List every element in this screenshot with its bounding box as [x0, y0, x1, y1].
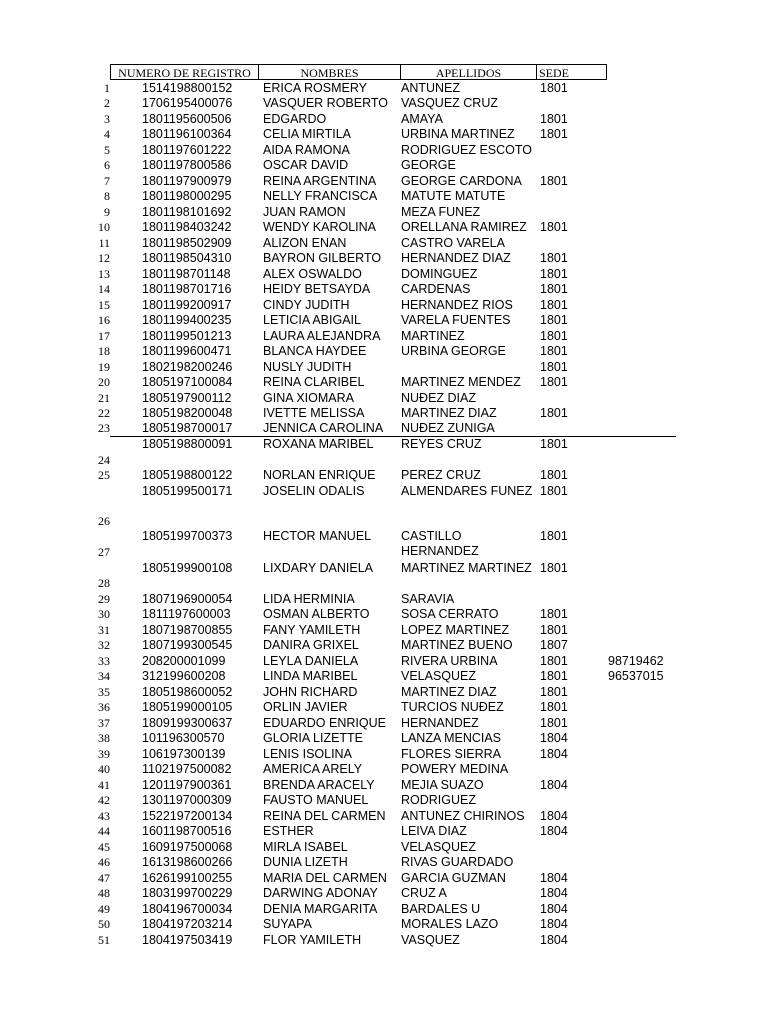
row-number: 7 — [104, 174, 110, 188]
apellido-cell: SARAVIA — [401, 592, 455, 606]
nombre-cell: HECTOR MANUEL — [263, 529, 372, 543]
sede-cell: 1804 — [540, 809, 568, 823]
registro-cell: 1801195600506 — [142, 112, 232, 126]
apellido-cell: NUĐEZ DIAZ — [401, 391, 476, 405]
row-number: 8 — [104, 189, 110, 203]
apellido-cell: GEORGE — [401, 158, 456, 172]
row-number: 51 — [98, 933, 110, 947]
apellido-cell: CASTILLO — [401, 529, 462, 543]
registro-cell: 1609197500068 — [142, 840, 233, 854]
sede-cell: 1801 — [540, 81, 568, 95]
row-number: 14 — [98, 282, 110, 296]
apellido-cell: MEZA FUNEZ — [401, 205, 481, 219]
row-number: 48 — [98, 886, 110, 900]
apellido-cell: VASQUEZ CRUZ — [401, 96, 498, 110]
row-number: 50 — [98, 917, 110, 931]
apellido-cell: MARTINEZ BUENO — [401, 638, 513, 652]
nombre-cell: ESTHER — [263, 824, 314, 838]
apellido-cell: NUĐEZ ZUNIGA — [401, 421, 495, 435]
nombre-cell: LETICIA ABIGAIL — [263, 313, 361, 327]
apellido-cell: RIVERA URBINA — [401, 654, 498, 668]
header-nombres: NOMBRES — [259, 64, 401, 80]
nombre-cell: BRENDA ARACELY — [263, 778, 375, 792]
apellido-cell: HERNANDEZ RIOS — [401, 298, 513, 312]
apellido-cell: LEIVA DIAZ — [401, 824, 467, 838]
nombre-cell: OSCAR DAVID — [263, 158, 349, 172]
sede-cell: 1801 — [540, 685, 568, 699]
row-number: 29 — [98, 592, 110, 606]
row-number: 45 — [98, 840, 110, 854]
registro-cell: 1301197000309 — [142, 793, 232, 807]
apellido-cell: PEREZ CRUZ — [401, 468, 481, 482]
nombre-cell: OSMAN ALBERTO — [263, 607, 370, 621]
registro-cell: 1803199700229 — [142, 886, 233, 900]
registro-cell: 1801197800586 — [142, 158, 232, 172]
registro-cell: 1804196700034 — [142, 902, 233, 916]
registro-cell: 1626199100255 — [142, 871, 233, 885]
nombre-cell: DUNIA LIZETH — [263, 855, 348, 869]
apellido-cell: RIVAS GUARDADO — [401, 855, 514, 869]
row-number: 34 — [98, 669, 110, 683]
apellido-cell-continued: HERNANDEZ — [401, 544, 479, 558]
nombre-cell: BLANCA HAYDEE — [263, 344, 367, 358]
apellido-cell: MARTINEZ MARTINEZ — [401, 561, 532, 575]
row-number: 20 — [98, 375, 110, 389]
apellido-cell: MARTINEZ MENDEZ — [401, 375, 521, 389]
row-number: 22 — [98, 406, 110, 420]
apellido-cell: CARDENAS — [401, 282, 471, 296]
registro-cell: 1805199500171 — [142, 484, 233, 498]
header-numero-registro: NUMERO DE REGISTRO — [110, 64, 259, 80]
nombre-cell: ALIZON ENAN — [263, 236, 347, 250]
row-number: 2 — [104, 96, 110, 110]
nombre-cell: MARIA DEL CARMEN — [263, 871, 387, 885]
apellido-cell: CASTRO VARELA — [401, 236, 505, 250]
registro-cell: 1801199200917 — [142, 298, 232, 312]
registro-cell: 1807196900054 — [142, 592, 233, 606]
sede-cell: 1801 — [540, 298, 568, 312]
apellido-cell: LOPEZ MARTINEZ — [401, 623, 510, 637]
apellido-cell: HERNANDEZ DIAZ — [401, 251, 511, 265]
nombre-cell: WENDY KAROLINA — [263, 220, 376, 234]
registro-cell: 1201197900361 — [142, 778, 232, 792]
row-number: 19 — [98, 360, 110, 374]
nombre-cell: REINA DEL CARMEN — [263, 809, 386, 823]
sede-cell: 1801 — [540, 529, 568, 543]
nombre-cell: VASQUER ROBERTO — [263, 96, 389, 110]
row-number: 42 — [98, 793, 110, 807]
row-number: 39 — [98, 747, 110, 761]
sede-cell: 1801 — [540, 716, 568, 730]
registro-cell: 1802198200246 — [142, 360, 233, 374]
sede-cell: 1801 — [540, 468, 568, 482]
apellido-cell: TURCIOS NUĐEZ — [401, 700, 504, 714]
sede-cell: 1801 — [540, 267, 568, 281]
registro-cell: 1805199000105 — [142, 700, 233, 714]
apellido-cell: ALMENDARES FUNEZ — [401, 484, 533, 498]
sede-cell: 1804 — [540, 747, 568, 761]
registro-cell: 1805198200048 — [142, 406, 233, 420]
nombre-cell: ROXANA MARIBEL — [263, 437, 374, 451]
apellido-cell: GARCIA GUZMAN — [401, 871, 506, 885]
apellido-cell: FLORES SIERRA — [401, 747, 502, 761]
apellido-cell: MATUTE MATUTE — [401, 189, 506, 203]
registro-cell: 1804197203214 — [142, 917, 233, 931]
sede-cell: 1804 — [540, 886, 568, 900]
sede-cell: 1801 — [540, 112, 568, 126]
nombre-cell: ORLIN JAVIER — [263, 700, 348, 714]
sede-cell: 1801 — [540, 607, 568, 621]
row-number: 33 — [98, 654, 110, 668]
registro-cell: 1102197500082 — [142, 762, 232, 776]
registro-cell: 208200001099 — [142, 654, 226, 668]
apellido-cell: DOMINGUEZ — [401, 267, 478, 281]
nombre-cell: EDUARDO ENRIQUE — [263, 716, 386, 730]
sede-cell: 1801 — [540, 700, 568, 714]
apellido-cell: VELASQUEZ — [401, 840, 477, 854]
apellido-cell: MARTINEZ — [401, 329, 465, 343]
apellido-cell: POWERY MEDINA — [401, 762, 509, 776]
row-number: 38 — [98, 731, 110, 745]
apellido-cell: MARTINEZ DIAZ — [401, 406, 497, 420]
registro-cell: 1805199900108 — [142, 561, 233, 575]
nombre-cell: LAURA ALEJANDRA — [263, 329, 381, 343]
header-sede: SEDE — [537, 64, 607, 80]
apellido-cell: RODRIGUEZ ESCOTO — [401, 143, 533, 157]
registro-cell: 1805198700017 — [142, 421, 233, 435]
registro-cell: 1801197900979 — [142, 174, 232, 188]
registro-cell: 1801198502909 — [142, 236, 232, 250]
nombre-cell: FLOR YAMILETH — [263, 933, 362, 947]
sede-cell: 1804 — [540, 917, 568, 931]
nombre-cell: FANY YAMILETH — [263, 623, 361, 637]
apellido-cell: ORELLANA RAMIREZ — [401, 220, 527, 234]
sede-cell: 1804 — [540, 902, 568, 916]
row-number: 17 — [98, 329, 110, 343]
registro-cell: 1801199400235 — [142, 313, 232, 327]
sede-cell: 1804 — [540, 933, 568, 947]
row-number: 21 — [98, 391, 110, 405]
sede-cell: 1801 — [540, 127, 568, 141]
nombre-cell: CINDY JUDITH — [263, 298, 350, 312]
sede-cell: 1801 — [540, 282, 568, 296]
nombre-cell: ERICA ROSMERY — [263, 81, 367, 95]
nombre-cell: SUYAPA — [263, 917, 312, 931]
apellido-cell: MEJIA SUAZO — [401, 778, 484, 792]
row-number: 26 — [98, 514, 110, 528]
sede-cell: 1801 — [540, 360, 568, 374]
row-number: 13 — [98, 267, 110, 281]
sede-cell: 1801 — [540, 313, 568, 327]
sede-cell: 1801 — [540, 329, 568, 343]
row-number: 25 — [98, 468, 110, 482]
telefono-cell: 98719462 — [608, 654, 664, 668]
sede-cell: 1801 — [540, 344, 568, 358]
nombre-cell: NELLY FRANCISCA — [263, 189, 378, 203]
nombre-cell: JENNICA CAROLINA — [263, 421, 384, 435]
row-number: 31 — [98, 623, 110, 637]
row-number: 30 — [98, 607, 110, 621]
row-number: 27 — [98, 545, 110, 559]
nombre-cell: CELIA MIRTILA — [263, 127, 351, 141]
registro-cell: 1801199501213 — [142, 329, 232, 343]
apellido-cell: AMAYA — [401, 112, 443, 126]
registro-cell: 1807198700855 — [142, 623, 233, 637]
registro-cell: 1805198800091 — [142, 437, 233, 451]
registro-cell: 1801198000295 — [142, 189, 232, 203]
registro-cell: 1805198600052 — [142, 685, 233, 699]
apellido-cell: ANTUNEZ CHIRINOS — [401, 809, 525, 823]
apellido-cell: HERNANDEZ — [401, 716, 479, 730]
sede-cell: 1801 — [540, 484, 568, 498]
nombre-cell: REINA CLARIBEL — [263, 375, 365, 389]
sede-cell: 1801 — [540, 623, 568, 637]
row-number: 44 — [98, 824, 110, 838]
row-number: 9 — [104, 205, 110, 219]
sede-cell: 1801 — [540, 251, 568, 265]
apellido-cell: ANTUNEZ — [401, 81, 461, 95]
row-number: 3 — [104, 112, 110, 126]
nombre-cell: FAUSTO MANUEL — [263, 793, 369, 807]
sede-cell: 1804 — [540, 778, 568, 792]
nombre-cell: DARWING ADONAY — [263, 886, 378, 900]
registro-cell: 101196300570 — [142, 731, 225, 745]
registro-cell: 1801198403242 — [142, 220, 232, 234]
nombre-cell: DENIA MARGARITA — [263, 902, 378, 916]
apellido-cell: VELASQUEZ — [401, 669, 477, 683]
registro-cell: 1522197200134 — [142, 809, 233, 823]
sede-cell: 1801 — [540, 669, 568, 683]
registro-cell: 1801198504310 — [142, 251, 232, 265]
apellido-cell: GEORGE CARDONA — [401, 174, 522, 188]
nombre-cell: LIXDARY DANIELA — [263, 561, 374, 575]
nombre-cell: NORLAN ENRIQUE — [263, 468, 376, 482]
apellido-cell: MORALES LAZO — [401, 917, 499, 931]
apellido-cell: RODRIGUEZ — [401, 793, 476, 807]
apellido-cell: VASQUEZ — [401, 933, 460, 947]
registro-cell: 1805198800122 — [142, 468, 233, 482]
registro-cell: 1809199300637 — [142, 716, 233, 730]
registro-cell: 1613198600266 — [142, 855, 233, 869]
apellido-cell: MARTINEZ DIAZ — [401, 685, 497, 699]
registro-cell: 1804197503419 — [142, 933, 233, 947]
nombre-cell: NUSLY JUDITH — [263, 360, 352, 374]
nombre-cell: BAYRON GILBERTO — [263, 251, 382, 265]
registro-cell: 1805197100084 — [142, 375, 233, 389]
nombre-cell: GINA XIOMARA — [263, 391, 354, 405]
nombre-cell: LEYLA DANIELA — [263, 654, 359, 668]
nombre-cell: JOSELIN ODALIS — [263, 484, 365, 498]
nombre-cell: AMERICA ARELY — [263, 762, 363, 776]
row-number: 12 — [98, 251, 110, 265]
apellido-cell: LANZA MENCIAS — [401, 731, 502, 745]
sede-cell: 1801 — [540, 654, 568, 668]
registro-cell: 1805199700373 — [142, 529, 233, 543]
nombre-cell: ALEX OSWALDO — [263, 267, 362, 281]
row-number: 28 — [98, 576, 110, 590]
telefono-cell: 96537015 — [608, 669, 664, 683]
sede-cell: 1804 — [540, 824, 568, 838]
row-number: 23 — [98, 421, 110, 435]
nombre-cell: REINA ARGENTINA — [263, 174, 377, 188]
apellido-cell: URBINA GEORGE — [401, 344, 506, 358]
header-apellidos: APELLIDOS — [401, 64, 537, 80]
apellido-cell: URBINA MARTINEZ — [401, 127, 515, 141]
row-number: 4 — [104, 127, 110, 141]
apellido-cell: CRUZ A — [401, 886, 447, 900]
row-number: 43 — [98, 809, 110, 823]
row-number: 41 — [98, 778, 110, 792]
registro-cell: 106197300139 — [142, 747, 226, 761]
nombre-cell: GLORIA LIZETTE — [263, 731, 364, 745]
registro-cell: 1801196100364 — [142, 127, 232, 141]
nombre-cell: JOHN RICHARD — [263, 685, 358, 699]
registro-cell: 1801198101692 — [142, 205, 232, 219]
row-number: 5 — [104, 143, 110, 157]
registro-cell: 1601198700516 — [142, 824, 232, 838]
registro-cell: 1807199300545 — [142, 638, 233, 652]
nombre-cell: HEIDY BETSAYDA — [263, 282, 371, 296]
nombre-cell: DANIRA GRIXEL — [263, 638, 359, 652]
nombre-cell: EDGARDO — [263, 112, 327, 126]
row-number: 1 — [104, 81, 110, 95]
registro-cell: 1801197601222 — [142, 143, 232, 157]
row-number: 16 — [98, 313, 110, 327]
registro-cell: 1805197900112 — [142, 391, 232, 405]
sede-cell: 1801 — [540, 406, 568, 420]
row-number: 40 — [98, 762, 110, 776]
nombre-cell: MIRLA ISABEL — [263, 840, 348, 854]
row-number: 10 — [98, 220, 110, 234]
row-number: 18 — [98, 344, 110, 358]
sede-cell: 1801 — [540, 220, 568, 234]
row-number: 35 — [98, 685, 110, 699]
nombre-cell: LIDA HERMINIA — [263, 592, 355, 606]
sede-cell: 1801 — [540, 174, 568, 188]
sede-cell: 1804 — [540, 871, 568, 885]
registro-cell: 1706195400076 — [142, 96, 233, 110]
row-number: 24 — [98, 453, 110, 467]
row-number: 37 — [98, 716, 110, 730]
sede-cell: 1804 — [540, 731, 568, 745]
nombre-cell: IVETTE MELISSA — [263, 406, 365, 420]
sede-cell: 1801 — [540, 561, 568, 575]
row-number: 6 — [104, 158, 110, 172]
row-number: 49 — [98, 902, 110, 916]
registro-cell: 1801198701148 — [142, 267, 231, 281]
registro-cell: 1811197600003 — [142, 607, 231, 621]
nombre-cell: LINDA MARIBEL — [263, 669, 358, 683]
row-number: 36 — [98, 700, 110, 714]
registro-cell: 312199600208 — [142, 669, 226, 683]
apellido-cell: VARELA FUENTES — [401, 313, 511, 327]
row-number: 47 — [98, 871, 110, 885]
apellido-cell: BARDALES U — [401, 902, 481, 916]
sede-cell: 1801 — [540, 437, 568, 451]
registro-cell: 1801199600471 — [142, 344, 232, 358]
nombre-cell: JUAN RAMON — [263, 205, 346, 219]
sede-cell: 1801 — [540, 375, 568, 389]
registro-cell: 1801198701716 — [142, 282, 232, 296]
registro-cell: 1514198800152 — [142, 81, 233, 95]
nombre-cell: LENIS ISOLINA — [263, 747, 352, 761]
sede-cell: 1807 — [540, 638, 568, 652]
apellido-cell: SOSA CERRATO — [401, 607, 499, 621]
row-number: 32 — [98, 638, 110, 652]
nombre-cell: AIDA RAMONA — [263, 143, 350, 157]
apellido-cell: REYES CRUZ — [401, 437, 482, 451]
row-number: 46 — [98, 855, 110, 869]
row-number: 15 — [98, 298, 110, 312]
row-number: 11 — [98, 236, 110, 250]
